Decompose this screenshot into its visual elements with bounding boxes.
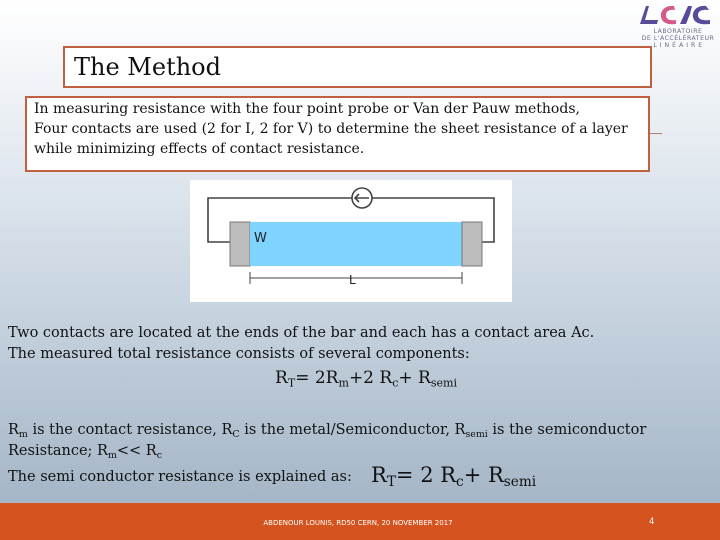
total-resistance-formula: $R_T= 2R_m+2$ $R_c+ R_{semi}$ — [275, 368, 458, 390]
slide-title: The Method — [74, 53, 221, 81]
semiconductor-resistance-formula: $R_T= 2$ $R_c+ R_{semi}$ — [371, 463, 537, 491]
definitions-line-2: Resistance; $R_m<< R_c$ — [8, 443, 162, 461]
footer-text: ABDENOUR LOUNIS, RD50 CERN, 20 NOVEMBER 2017 — [263, 519, 453, 527]
lal-logo-line2: DE L'ACCÉLÉRATEUR — [641, 35, 715, 42]
width-label: W — [254, 231, 267, 246]
lal-logo-mark — [636, 2, 718, 28]
slide-title-box — [63, 46, 652, 88]
length-dimension-line — [250, 272, 462, 284]
intro-box — [25, 96, 650, 172]
intro-line-2: Four contacts are used (2 for I, 2 for V) to determine the sheet resistance of a layer — [34, 121, 628, 137]
probe-diagram-svg — [190, 180, 512, 302]
right-contact — [462, 222, 482, 266]
description-line-2: The measured total resistance consists of several components: — [8, 346, 470, 362]
four-point-probe-diagram — [190, 180, 512, 302]
description-line-1: Two contacts are located at the ends of the bar and each has a contact area Ac. — [8, 325, 595, 341]
decorative-line — [650, 133, 662, 134]
lal-logo-line3: L I N É A I R E — [653, 42, 703, 49]
definitions-line-1: $R_m$ is the contact resistance, $R_C$ is the metal/Semiconductor, $R_{semi}$ is the semiconductor — [8, 422, 647, 440]
page-number: 4 — [649, 517, 655, 527]
left-contact — [230, 222, 250, 266]
lal-logo-line1: LABORATOIRE — [653, 28, 703, 35]
lal-logo — [636, 2, 718, 50]
semiconductor-bar — [250, 222, 462, 266]
intro-line-3: while minimizing effects of contact resistance. — [34, 141, 365, 157]
length-label: L — [349, 273, 356, 287]
footer-bar — [0, 503, 720, 540]
intro-line-1: In measuring resistance with the four point probe or Van der Pauw methods, — [34, 101, 580, 117]
definitions-line-3: The semi conductor resistance is explained as: — [8, 469, 352, 485]
